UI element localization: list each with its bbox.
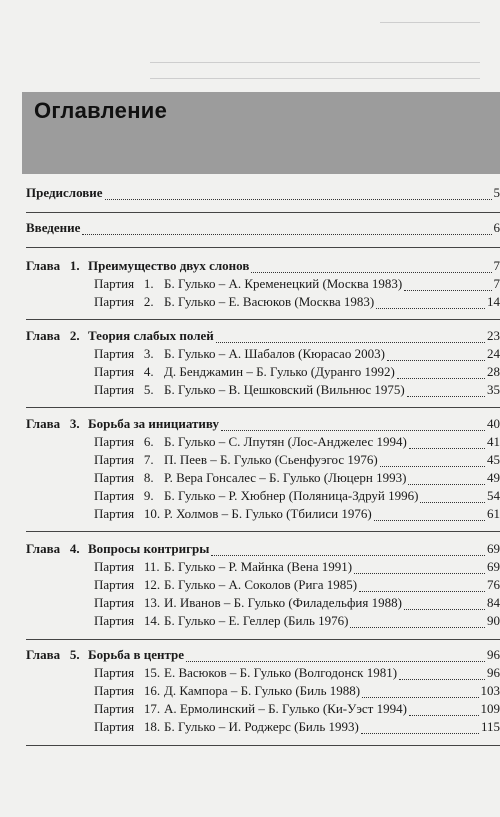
game-title: Б. Гулько – А. Шабалов (Кюрасао 2003) <box>164 346 385 361</box>
chapter-page: 23 <box>487 328 500 343</box>
game-page: 69 <box>487 559 500 574</box>
game-page: 109 <box>480 701 500 716</box>
game-prefix: Партия 15. <box>94 665 161 680</box>
game-prefix: Партия 4. <box>94 364 154 379</box>
game-title: Б. Гулько – Е. Геллер (Биль 1976) <box>164 613 349 628</box>
toc-game-5 <box>94 382 500 400</box>
toc-game-8 <box>94 470 500 488</box>
toc-chapter-1 <box>26 258 500 276</box>
dot-leader <box>361 723 479 734</box>
chapter-page: 40 <box>487 416 500 431</box>
dot-leader <box>404 280 491 291</box>
divider <box>26 212 500 213</box>
toc-game-10 <box>94 506 500 524</box>
game-title: А. Ермолинский – Б. Гулько (Ки-Уэст 1994) <box>164 701 407 716</box>
game-title: Д. Кампора – Б. Гулько (Биль 1988) <box>164 683 361 698</box>
toc-chapter-2 <box>26 328 500 346</box>
game-page: 115 <box>480 719 500 734</box>
game-prefix: Партия 6. <box>94 434 154 449</box>
game-title: Б. Гулько – С. Лпутян (Лос-Анджелес 1994) <box>164 434 407 449</box>
dot-leader <box>376 298 485 309</box>
game-page: 84 <box>487 595 500 610</box>
toc-game-14 <box>94 613 500 631</box>
chapter-page: 96 <box>487 647 500 662</box>
divider <box>26 319 500 320</box>
game-prefix: Партия 12. <box>94 577 161 592</box>
game-title: Б. Гулько – Р. Хюбнер (Поляница-Здруй 1996) <box>164 488 419 503</box>
dot-leader <box>186 651 485 662</box>
toc-game-2 <box>94 294 500 312</box>
game-prefix: Партия 8. <box>94 470 154 485</box>
chapter-title: Преимущество двух слонов <box>88 258 250 273</box>
game-prefix: Партия 9. <box>94 488 154 503</box>
game-prefix: Партия 13. <box>94 595 161 610</box>
game-prefix: Партия 14. <box>94 613 161 628</box>
chapter-title: Борьба за инициативу <box>88 416 219 431</box>
toc-game-17 <box>94 701 500 719</box>
game-title: Б. Гулько – А. Кременецкий (Москва 1983) <box>164 276 403 291</box>
game-title: П. Пеев – Б. Гулько (Сьенфуэгос 1976) <box>164 452 378 467</box>
toc-game-11 <box>94 559 500 577</box>
toc-game-7 <box>94 452 500 470</box>
dot-leader <box>409 705 479 716</box>
dot-leader <box>354 563 485 574</box>
game-title: Б. Гулько – В. Цешковский (Вильнюс 1975) <box>164 382 405 397</box>
divider <box>26 247 500 248</box>
game-page: 7 <box>493 276 500 291</box>
game-page: 96 <box>487 665 500 680</box>
game-prefix: Партия 2. <box>94 294 154 309</box>
dot-leader <box>387 350 485 361</box>
game-page: 54 <box>487 488 500 503</box>
dot-leader <box>251 262 491 273</box>
toc-game-4 <box>94 364 500 382</box>
toc-game-9 <box>94 488 500 506</box>
dot-leader <box>105 189 492 200</box>
toc-chapter-5 <box>26 647 500 665</box>
chapter-prefix: Глава 1. <box>26 258 80 273</box>
game-prefix: Партия 16. <box>94 683 161 698</box>
dot-leader <box>211 545 485 556</box>
entry-page: 5 <box>493 185 500 200</box>
game-prefix: Партия 17. <box>94 701 161 716</box>
chapter-prefix: Глава 4. <box>26 541 80 556</box>
entry-page: 6 <box>493 220 500 235</box>
chapter-title: Борьба в центре <box>88 647 185 662</box>
dot-leader <box>420 492 485 503</box>
game-page: 103 <box>480 683 500 698</box>
divider <box>26 407 500 408</box>
dot-leader <box>221 420 485 431</box>
entry-label: Предисловие <box>26 185 103 200</box>
chapter-prefix: Глава 5. <box>26 647 80 662</box>
title-banner <box>22 92 500 174</box>
dot-leader <box>374 510 485 521</box>
dot-leader <box>399 669 485 680</box>
game-title: Б. Гулько – И. Роджерс (Биль 1993) <box>164 719 359 734</box>
divider <box>26 531 500 532</box>
game-prefix: Партия 18. <box>94 719 161 734</box>
dot-leader <box>409 438 485 449</box>
dot-leader <box>362 687 478 698</box>
toc-game-13 <box>94 595 500 613</box>
game-title: Б. Гулько – Е. Васюков (Москва 1983) <box>164 294 375 309</box>
dot-leader <box>350 617 485 628</box>
entry-label: Введение <box>26 220 81 235</box>
toc-entry-preface <box>26 185 500 203</box>
dot-leader <box>359 581 485 592</box>
game-prefix: Партия 5. <box>94 382 154 397</box>
game-prefix: Партия 3. <box>94 346 154 361</box>
game-title: Е. Васюков – Б. Гулько (Волгодонск 1981) <box>164 665 398 680</box>
game-page: 35 <box>487 382 500 397</box>
game-page: 14 <box>487 294 500 309</box>
game-title: Б. Гулько – Р. Майнка (Вена 1991) <box>164 559 353 574</box>
game-title: И. Иванов – Б. Гулько (Филадельфия 1988) <box>164 595 402 610</box>
chapter-title: Вопросы контригры <box>88 541 210 556</box>
game-title: Р. Холмов – Б. Гулько (Тбилиси 1976) <box>164 506 372 521</box>
game-title: Д. Бенджамин – Б. Гулько (Дуранго 1992) <box>164 364 395 379</box>
divider <box>26 745 500 746</box>
toc-game-15 <box>94 665 500 683</box>
game-page: 49 <box>487 470 500 485</box>
game-page: 45 <box>487 452 500 467</box>
toc-game-12 <box>94 577 500 595</box>
game-title: Б. Гулько – А. Соколов (Рига 1985) <box>164 577 358 592</box>
game-page: 41 <box>487 434 500 449</box>
game-page: 24 <box>487 346 500 361</box>
show-through <box>0 0 500 90</box>
toc-game-6 <box>94 434 500 452</box>
game-title: Р. Вера Гонсалес – Б. Гулько (Люцерн 1993) <box>164 470 407 485</box>
game-prefix: Партия 11. <box>94 559 160 574</box>
chapter-prefix: Глава 3. <box>26 416 80 431</box>
chapter-title: Теория слабых полей <box>88 328 214 343</box>
game-page: 90 <box>487 613 500 628</box>
dot-leader <box>397 368 485 379</box>
chapter-page: 69 <box>487 541 500 556</box>
dot-leader <box>408 474 485 485</box>
toc-game-16 <box>94 683 500 701</box>
game-prefix: Партия 1. <box>94 276 154 291</box>
game-page: 61 <box>487 506 500 521</box>
toc-entry-intro <box>26 220 500 238</box>
toc-game-18 <box>94 719 500 737</box>
toc-chapter-3 <box>26 416 500 434</box>
dot-leader <box>380 456 485 467</box>
dot-leader <box>216 332 485 343</box>
dot-leader <box>82 224 491 235</box>
game-prefix: Партия 10. <box>94 506 161 521</box>
dot-leader <box>404 599 485 610</box>
game-page: 28 <box>487 364 500 379</box>
dot-leader <box>407 386 485 397</box>
page-title: Оглавление <box>34 98 168 123</box>
toc-game-3 <box>94 346 500 364</box>
game-page: 76 <box>487 577 500 592</box>
chapter-prefix: Глава 2. <box>26 328 80 343</box>
divider <box>26 639 500 640</box>
toc-chapter-4 <box>26 541 500 559</box>
game-prefix: Партия 7. <box>94 452 154 467</box>
chapter-page: 7 <box>493 258 500 273</box>
toc-game-1 <box>94 276 500 294</box>
